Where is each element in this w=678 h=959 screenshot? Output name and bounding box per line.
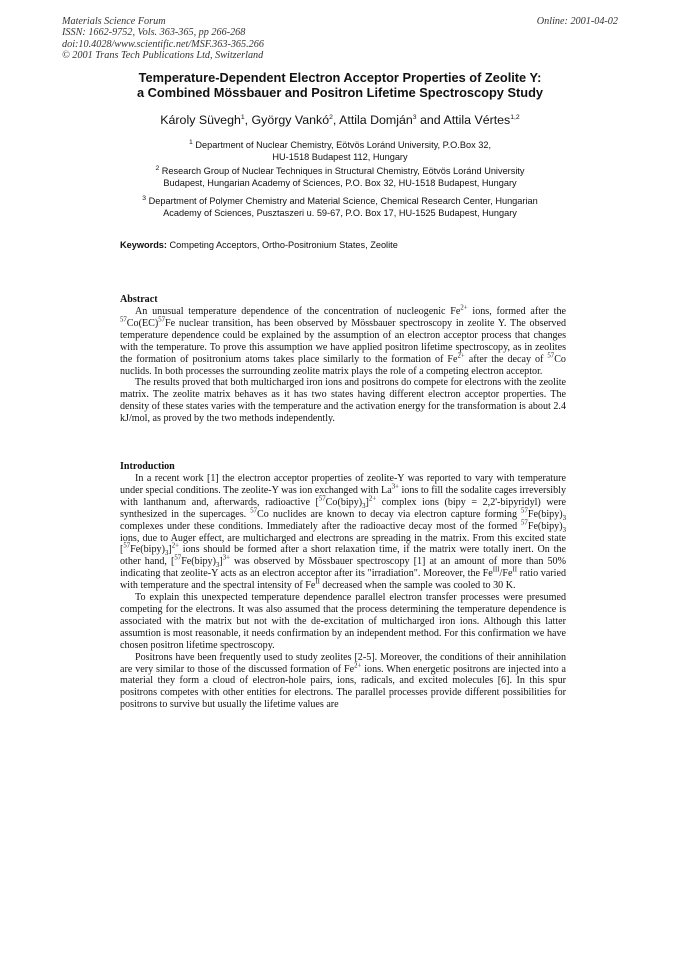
- online-date: Online: 2001-04-02: [536, 16, 618, 27]
- affiliation-line: Department of Nuclear Chemistry, Eötvös Loránd University, P.O.Box 32,: [195, 140, 491, 150]
- author-affiliation-mark: 1,2: [510, 113, 520, 121]
- keywords-line: [120, 240, 590, 250]
- abstract-paragraph-1: An unusual temperature dependence of the concentration of nucleogenic $Fe^{2+}$ ions, formed after the $^{57}$Co(EC)$^{57}$Fe nuclear transition, has been observed by Mössbauer spectroscopy in zeolite Y. The observed temperature dependence could be explained by the assumption of an electron acceptor process that changes with the temperature. To prove this assumption we have applied positron lifetime spectroscopy, as in zeolites the formation of positronium atoms takes place similarly to the formation of $Fe^{2+}$ after the decay of $^{57}$Co nuclids. In both processes the surrounding zeolite matrix plays the role of a competing electron acceptor.: [120, 304, 566, 377]
- abstract-section: [120, 294, 566, 425]
- author-name: György Vankó: [251, 113, 330, 127]
- copyright-line: © 2001 Trans Tech Publications Ltd, Switzerland: [62, 49, 264, 61]
- introduction-heading: Introduction: [120, 461, 175, 472]
- title-line-2: a Combined Mössbauer and Positron Lifetime Spectroscopy Study: [136, 85, 543, 100]
- author-affiliation-mark: 1: [240, 113, 245, 121]
- doi-line[interactable]: doi:10.4028/www.scientific.net/MSF.363-365.266: [62, 38, 264, 50]
- affiliation-1: [100, 140, 580, 163]
- issn-line: ISSN: 1662-9752, Vols. 363-365, pp 266-268: [62, 27, 246, 39]
- paper-title: [120, 70, 560, 100]
- author-separator: and: [416, 113, 444, 127]
- title-line-1: Temperature-Dependent Electron Acceptor Properties of Zeolite Y:: [138, 70, 542, 85]
- author-name: Attila Domján: [339, 113, 413, 127]
- introduction-paragraph-1: In a recent work [1] the electron acceptor properties of zeolite-Y was reported to vary with temperature under special conditions. The zeolite-Y was ion exchanged with $La^{3+}$ ions to fill the sodalite cages irreversibly with lanthanum and, afterwards, radioactive $[^{57}Co(bipy)_3]^{2+}$ complex ions (bipy = 2,2'-bipyridyl) were synthesized in the supercages. $^{57}$Co nuclides are known to decay via electron capture forming $^{57}Fe(bipy)_3$ complexes under these conditions. Immediately after the radioactive decay most of the formed $^{57}Fe(bipy)_3$ ions, due to Auger effect, are multicharged and electrons are spreading in the matrix. From this excited state $[^{57}Fe(bipy)_3]^{2+}$ ions should be formed after a short relaxation time, if the matrix were totally inert. On the other hand, $[^{57}Fe(bipy)_3]^{3+}$ was observed by Mössbauer spectroscopy [1] at an amount of more than 50% indicating that zeolite-Y acts as an electron acceptor after its "irradiation". Moreover, the $Fe^{III}/Fe^{II}$ ratio varied with temperature and the spectral intensity of $Fe^{II}$ decreased when the sample was cooled to 30 K.: [120, 473, 567, 592]
- keywords-label: Keywords:: [120, 240, 167, 250]
- keywords-text: Competing Acceptors, Ortho-Positronium States, Zeolite: [169, 240, 398, 250]
- affiliation-line: HU-1518 Budapest 112, Hungary: [272, 151, 408, 162]
- author-separator: ,: [244, 113, 252, 127]
- affiliation-2: [100, 166, 580, 189]
- introduction-paragraph-3: Positrons have been frequently used to study zeolites [2-5]. Moreover, the conditions of their annihilation are very similar to those of the discussed formation of $Fe^{2+}$ ions. When energetic positrons are injected into a material they form a cloud of electron-hole pairs, ions, radicals, and excited molecules [6]. In this spur positrons competes with other entities for electrons. The parallel processes provide different possibilities for positrons to survive but usually the lifetime values are: [120, 651, 566, 711]
- affiliation-line: Academy of Sciences, Pusztaszeri u. 59-67, P.O. Box 17, HU-1525 Budapest, Hungary: [163, 207, 517, 218]
- affiliation-mark: 1: [189, 138, 193, 146]
- author-affiliation-mark: 2: [329, 113, 333, 121]
- affiliation-3: [100, 196, 580, 219]
- author-name: Attila Vértes: [443, 113, 511, 127]
- affiliation-mark: 2: [155, 164, 160, 172]
- author-name: Károly Süvegh: [160, 113, 241, 127]
- abstract-paragraph-2: The results proved that both multicharged iron ions and positrons do compete for electrons with the zeolite matrix. The zeolite matrix behaves as it has two states having different electron acceptor properties. The density of these states varies with the temperature and the activation energy for the transformation is about 2.4 kJ/mol, as proved by the two methods independently.: [120, 377, 566, 425]
- author-list: [100, 113, 580, 127]
- page-header: [62, 16, 618, 61]
- abstract-heading: Abstract: [120, 294, 158, 305]
- introduction-paragraph-2: To explain this unexpected temperature dependence parallel electron transfer processes were presumed competing for the electrons. It was also assumed that the process determining the temperature dependence is associated with the matrix but not with the de-excitation of multicharged iron ions. Although this latter assumtion is most reasonable, it needs confirmation by an independent method. For this confirmation we have chosen positron lifetime spectroscopy.: [120, 592, 566, 651]
- introduction-section: [120, 461, 566, 711]
- affiliation-line: Research Group of Nuclear Techniques in Structural Chemistry, Eötvös Loránd University: [161, 166, 525, 176]
- journal-name: Materials Science Forum: [62, 16, 166, 27]
- affiliation-line: Department of Polymer Chemistry and Material Science, Chemical Research Center, Hungarian: [148, 196, 538, 206]
- affiliation-line: Budapest, Hungarian Academy of Sciences, P.O. Box 32, HU-1518 Budapest, Hungary: [163, 177, 517, 188]
- author-separator: ,: [332, 113, 340, 127]
- affiliation-mark: 3: [142, 194, 147, 202]
- author-affiliation-mark: 3: [412, 113, 417, 121]
